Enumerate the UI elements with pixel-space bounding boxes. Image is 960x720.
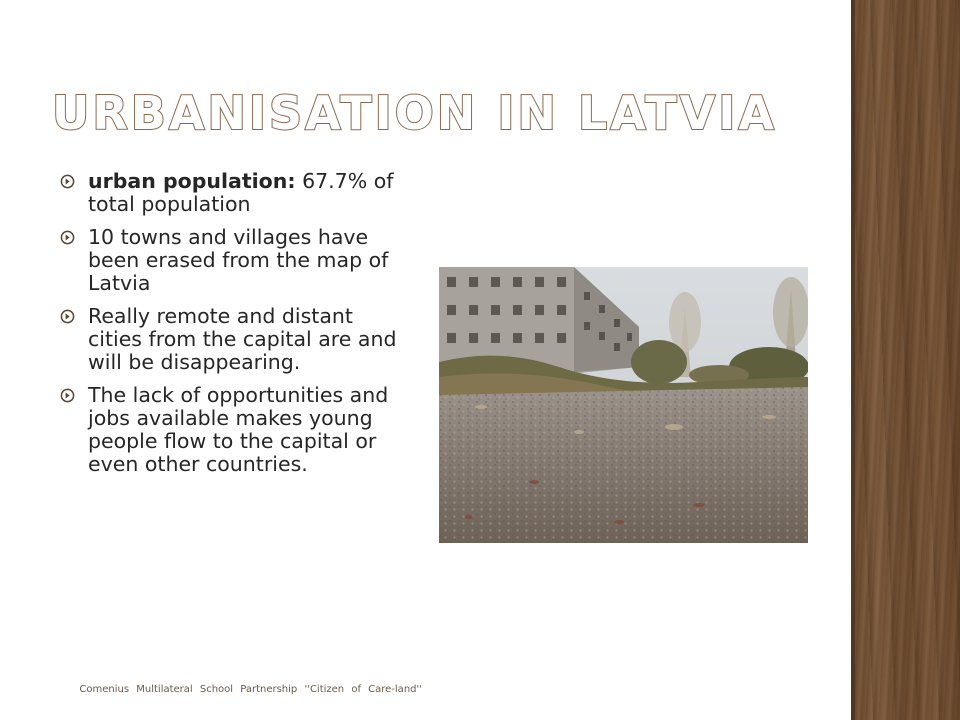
circled-arrow-icon [60,174,75,189]
bullet-text: 10 towns and villages have been erased from the map of Latvia [88,225,389,295]
wood-texture-strip [851,0,960,720]
abandoned-building-photo [439,267,808,543]
bullet-text: The lack of opportunities and jobs available makes young people flow to the capital or even other countries. [88,383,389,476]
photo-illustration [439,267,808,543]
circled-arrow-icon [60,230,75,245]
bullet-item [60,305,405,374]
bullet-item [60,226,405,295]
slide-title: URBANISATION IN LATVIA [52,86,777,140]
bullet-strong: urban population: [88,169,296,193]
circled-arrow-icon [60,309,75,324]
bullet-list [60,170,405,486]
circled-arrow-icon [60,388,75,403]
bullet-item [60,384,405,476]
bullet-text: 67.7% of total population [88,169,394,216]
bullet-item [60,170,405,216]
footer-text: Comenius Multilateral School Partnership ''Citizen of Care-land'' [79,684,422,695]
bullet-text: Really remote and distant cities from the capital are and will be disappearing. [88,304,397,374]
wood-strip-edge [851,0,855,720]
